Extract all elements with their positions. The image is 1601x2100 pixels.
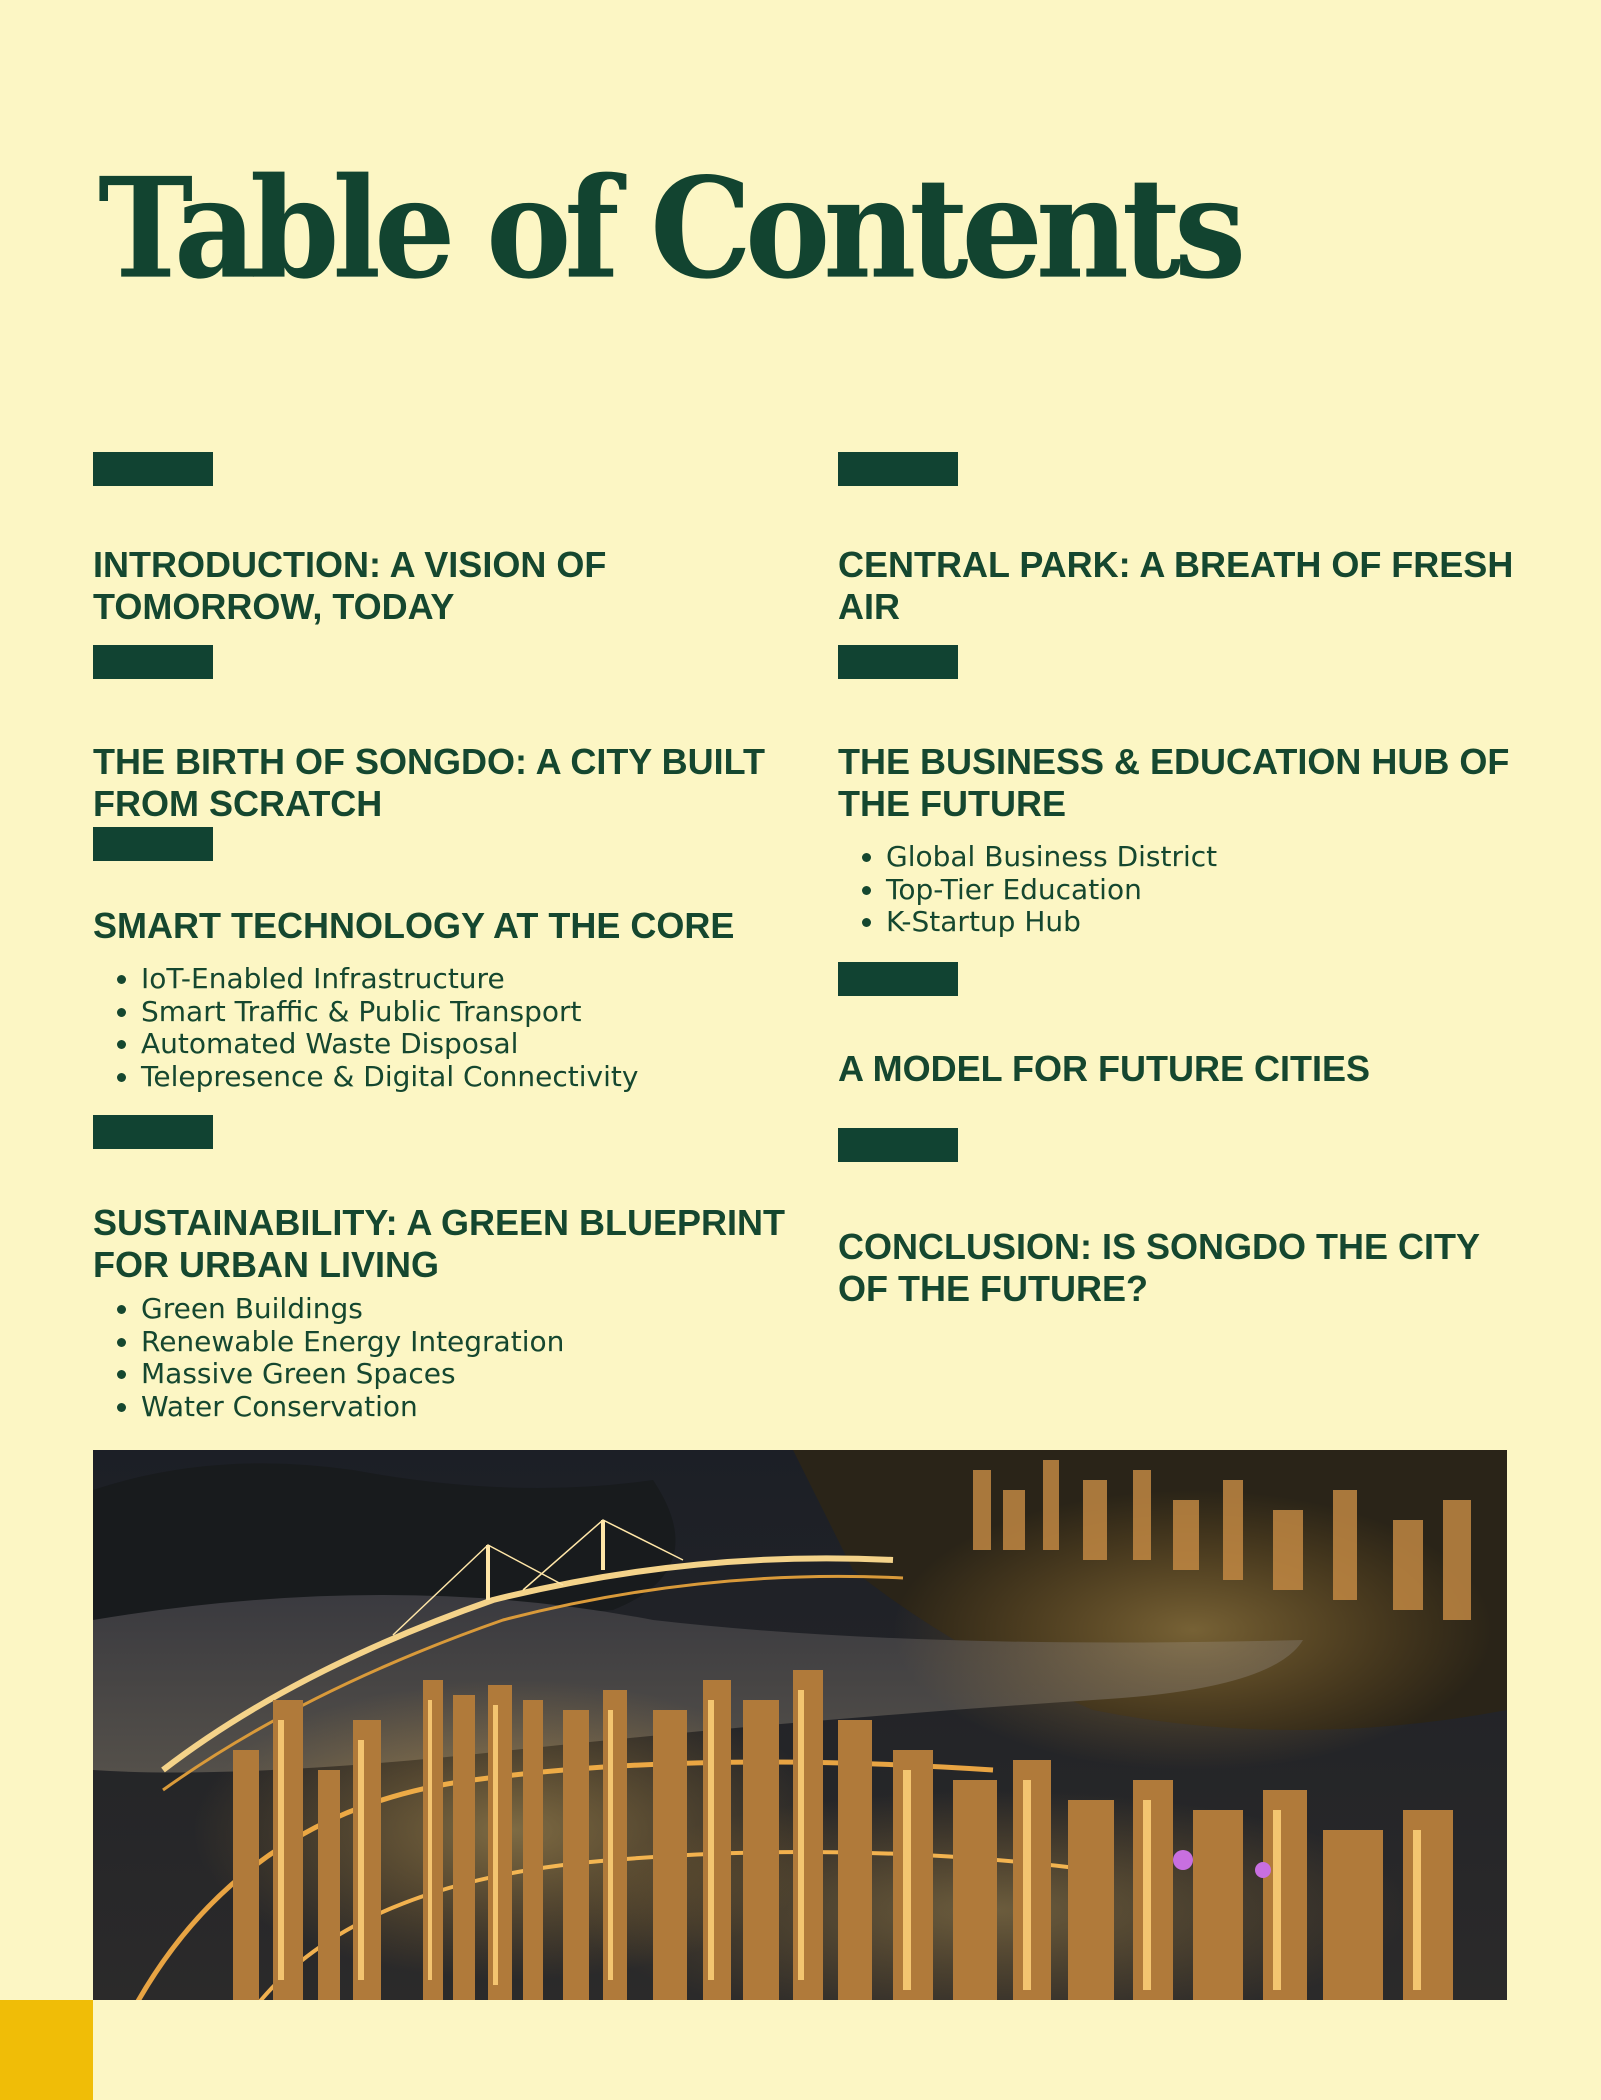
section-marker-bar <box>93 1115 213 1149</box>
bullet-list <box>93 1293 793 1423</box>
section-marker-bar <box>838 645 958 679</box>
toc-section-introduction[interactable] <box>93 452 793 628</box>
toc-section-birth[interactable] <box>93 645 793 825</box>
section-heading: THE BUSINESS & EDUCATION HUB OF THE FUTURE <box>838 741 1510 824</box>
toc-section-model[interactable] <box>838 962 1538 1090</box>
page-title: Table of Contents <box>98 148 1240 311</box>
section-heading: A MODEL FOR FUTURE CITIES <box>838 1048 1371 1089</box>
bullet-list <box>93 963 793 1093</box>
toc-section-sustainability[interactable] <box>93 1115 793 1423</box>
section-heading: SUSTAINABILITY: A GREEN BLUEPRINT FOR URBAN LIVING <box>93 1202 785 1285</box>
section-marker-bar <box>93 452 213 486</box>
list-item: • Telepresence & Digital Connectivity <box>141 1061 793 1094</box>
section-marker-bar <box>93 645 213 679</box>
list-item: • Massive Green Spaces <box>141 1358 793 1391</box>
section-marker-bar <box>93 827 213 861</box>
section-heading: INTRODUCTION: A VISION OF TOMORROW, TODAY <box>93 544 607 627</box>
toc-section-central-park[interactable] <box>838 452 1538 628</box>
corner-accent-block <box>0 2000 93 2100</box>
list-item: • Green Buildings <box>141 1293 793 1326</box>
list-item: • IoT-Enabled Infrastructure <box>141 963 793 996</box>
section-heading: CONCLUSION: IS SONGDO THE CITY OF THE FUTURE? <box>838 1226 1480 1309</box>
list-item: • Water Conservation <box>141 1391 793 1424</box>
list-item: • Top-Tier Education <box>886 874 1538 907</box>
section-marker-bar <box>838 1128 958 1162</box>
section-marker-bar <box>838 452 958 486</box>
section-marker-bar <box>838 962 958 996</box>
section-heading: CENTRAL PARK: A BREATH OF FRESH AIR <box>838 544 1514 627</box>
list-item: • K-Startup Hub <box>886 906 1538 939</box>
list-item: • Renewable Energy Integration <box>141 1326 793 1359</box>
city-night-photo <box>93 1450 1507 2000</box>
toc-section-business-education[interactable] <box>838 645 1538 939</box>
toc-section-conclusion[interactable] <box>838 1128 1538 1310</box>
bullet-list <box>838 841 1538 939</box>
list-item: • Smart Traffic & Public Transport <box>141 996 793 1029</box>
section-heading: THE BIRTH OF SONGDO: A CITY BUILT FROM SCRATCH <box>93 741 765 824</box>
toc-section-smart-technology[interactable] <box>93 827 793 1093</box>
list-item: • Global Business District <box>886 841 1538 874</box>
list-item: • Automated Waste Disposal <box>141 1028 793 1061</box>
section-heading: SMART TECHNOLOGY AT THE CORE <box>93 905 735 946</box>
